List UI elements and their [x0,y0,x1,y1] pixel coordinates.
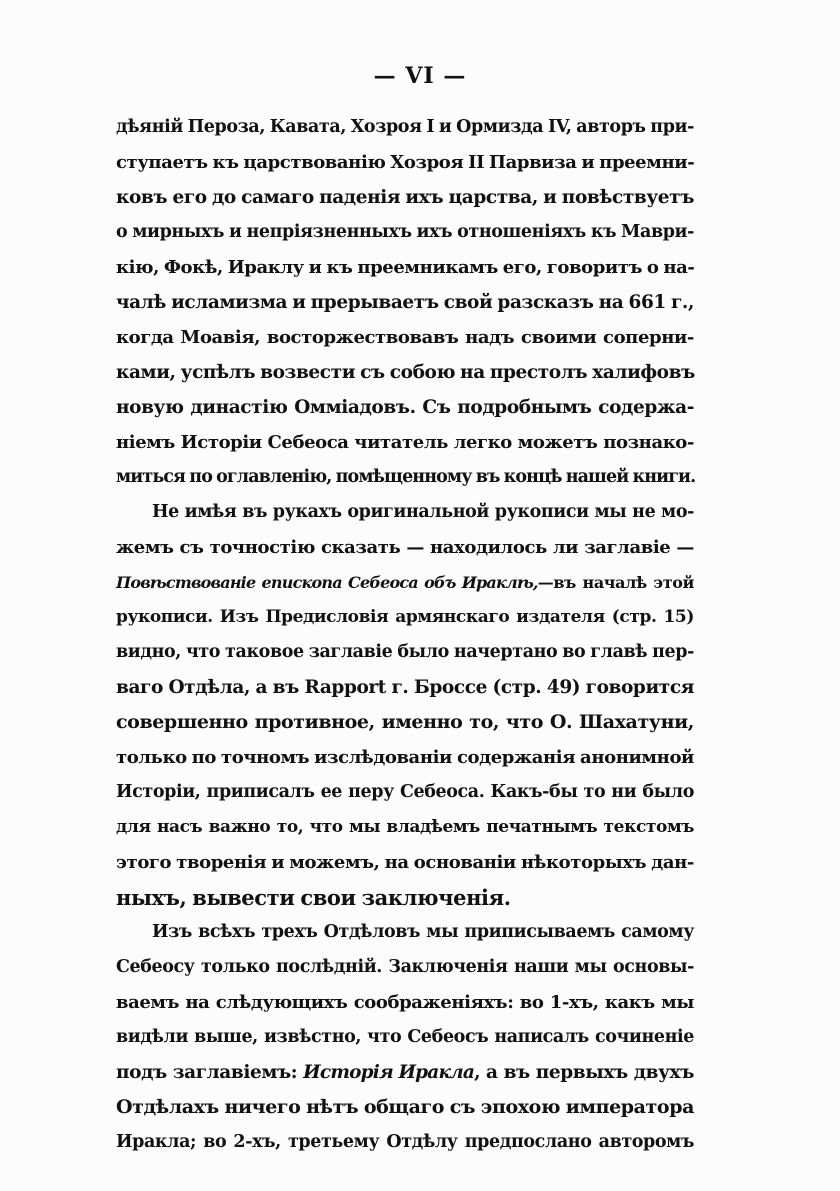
text-line: ступаетъ къ царствованію Хозроя II Парвиза и преемни- [116,152,695,173]
text-line: кію, Фокѣ, Ираклу и къ преемникамъ его, говоритъ о на- [116,257,695,278]
italic-title: Исторія Иракла [303,1062,475,1083]
text-line: когда Моавія, восторжествовавъ надъ своими соперни- [116,327,694,348]
text-line: Исторіи, приписалъ ее перу Себеоса. Какъ-бы то ни было [116,782,694,802]
text-line: новую династію Оммiадовъ. Съ подробнымъ содержа- [116,397,694,418]
text-line: рукописи. Изъ Предисловія армянскаго издателя (стр. 15) [116,607,694,627]
text-fragment: подъ заглавіемъ: [116,1062,298,1083]
text-line: видно, что таковое заглавіе было начертано во главѣ пер- [116,642,694,662]
text-line: Отдѣлахъ ничего нѣтъ общаго съ эпохою императора [116,1096,694,1118]
text-line: ніемъ Исторіи Себеоса читатель легко можетъ познако- [116,432,694,453]
paragraph-2 [116,495,694,915]
text-line: ваемъ на слѣдующихъ соображеніяхъ: во 1-хъ, какъ мы [116,992,694,1013]
text-line: ками, успѣлъ возвести съ собою на престолъ халифовъ [116,362,695,383]
text-line: ныхъ, вывести свои заключенія. [116,885,511,910]
text-line: Не имѣя въ рукахъ оригинальной рукописи мы не мо- [152,502,694,522]
text-line-with-title [116,1055,694,1090]
page-number: — VI — [373,63,467,89]
italic-title: Повѣствованіе епископа Себеоса объ Ираклѣ, [116,573,538,592]
text-line: Себеосу только послѣдній. Заключенія наши мы основы- [116,957,694,977]
paragraph-1 [116,110,694,495]
text-line: ваго Отдѣла, а въ Rapport г. Броссе (стр. 49) говорится [116,677,694,698]
text-line: о мирныхъ и непріязненныхъ ихъ отношеніяхъ къ Маври- [116,222,694,242]
text-line: видѣли выше, извѣстно, что Себеосъ написалъ сочиненіе [116,1027,694,1047]
text-line: совершенно противное, именно то, что О. Шахатуни, [116,711,694,733]
text-line: Иракла; во 2-хъ, третьему Отдѣлу предпослано авторомъ [116,1132,694,1152]
text-line: чалѣ исламизма и прерываетъ свой разсказъ на 661 г., [116,292,694,313]
text-line: Изъ всѣхъ трехъ Отдѣловъ мы приписываемъ самому [152,922,694,942]
text-line: только по точномъ изслѣдованіи содержанія анонимной [116,747,694,768]
text-fragment: , а въ первыхъ двухъ [474,1062,694,1083]
text-line-with-title [116,565,694,600]
paragraph-3 [116,915,694,1160]
text-line: миться по оглавленію, помѣщенному въ концѣ нашей книги. [116,467,696,487]
text-line: для насъ важно то, что мы владѣемъ печатнымъ текстомъ [116,817,694,837]
body-text [116,110,694,1160]
text-line: жемъ съ точностію сказать — находилось ли заглавіе — [116,537,694,558]
text-line: дѣяній Пероза, Кавата, Хозроя I и Ормизда IV, авторъ при- [116,117,694,137]
text-line: ковъ его до самаго паденія ихъ царства, и повѣствуетъ [116,187,694,208]
text-line: этого творенія и можемъ, на основаніи нѣкоторыхъ дан- [116,852,694,873]
text-fragment: —въ началѣ этой [537,573,694,592]
